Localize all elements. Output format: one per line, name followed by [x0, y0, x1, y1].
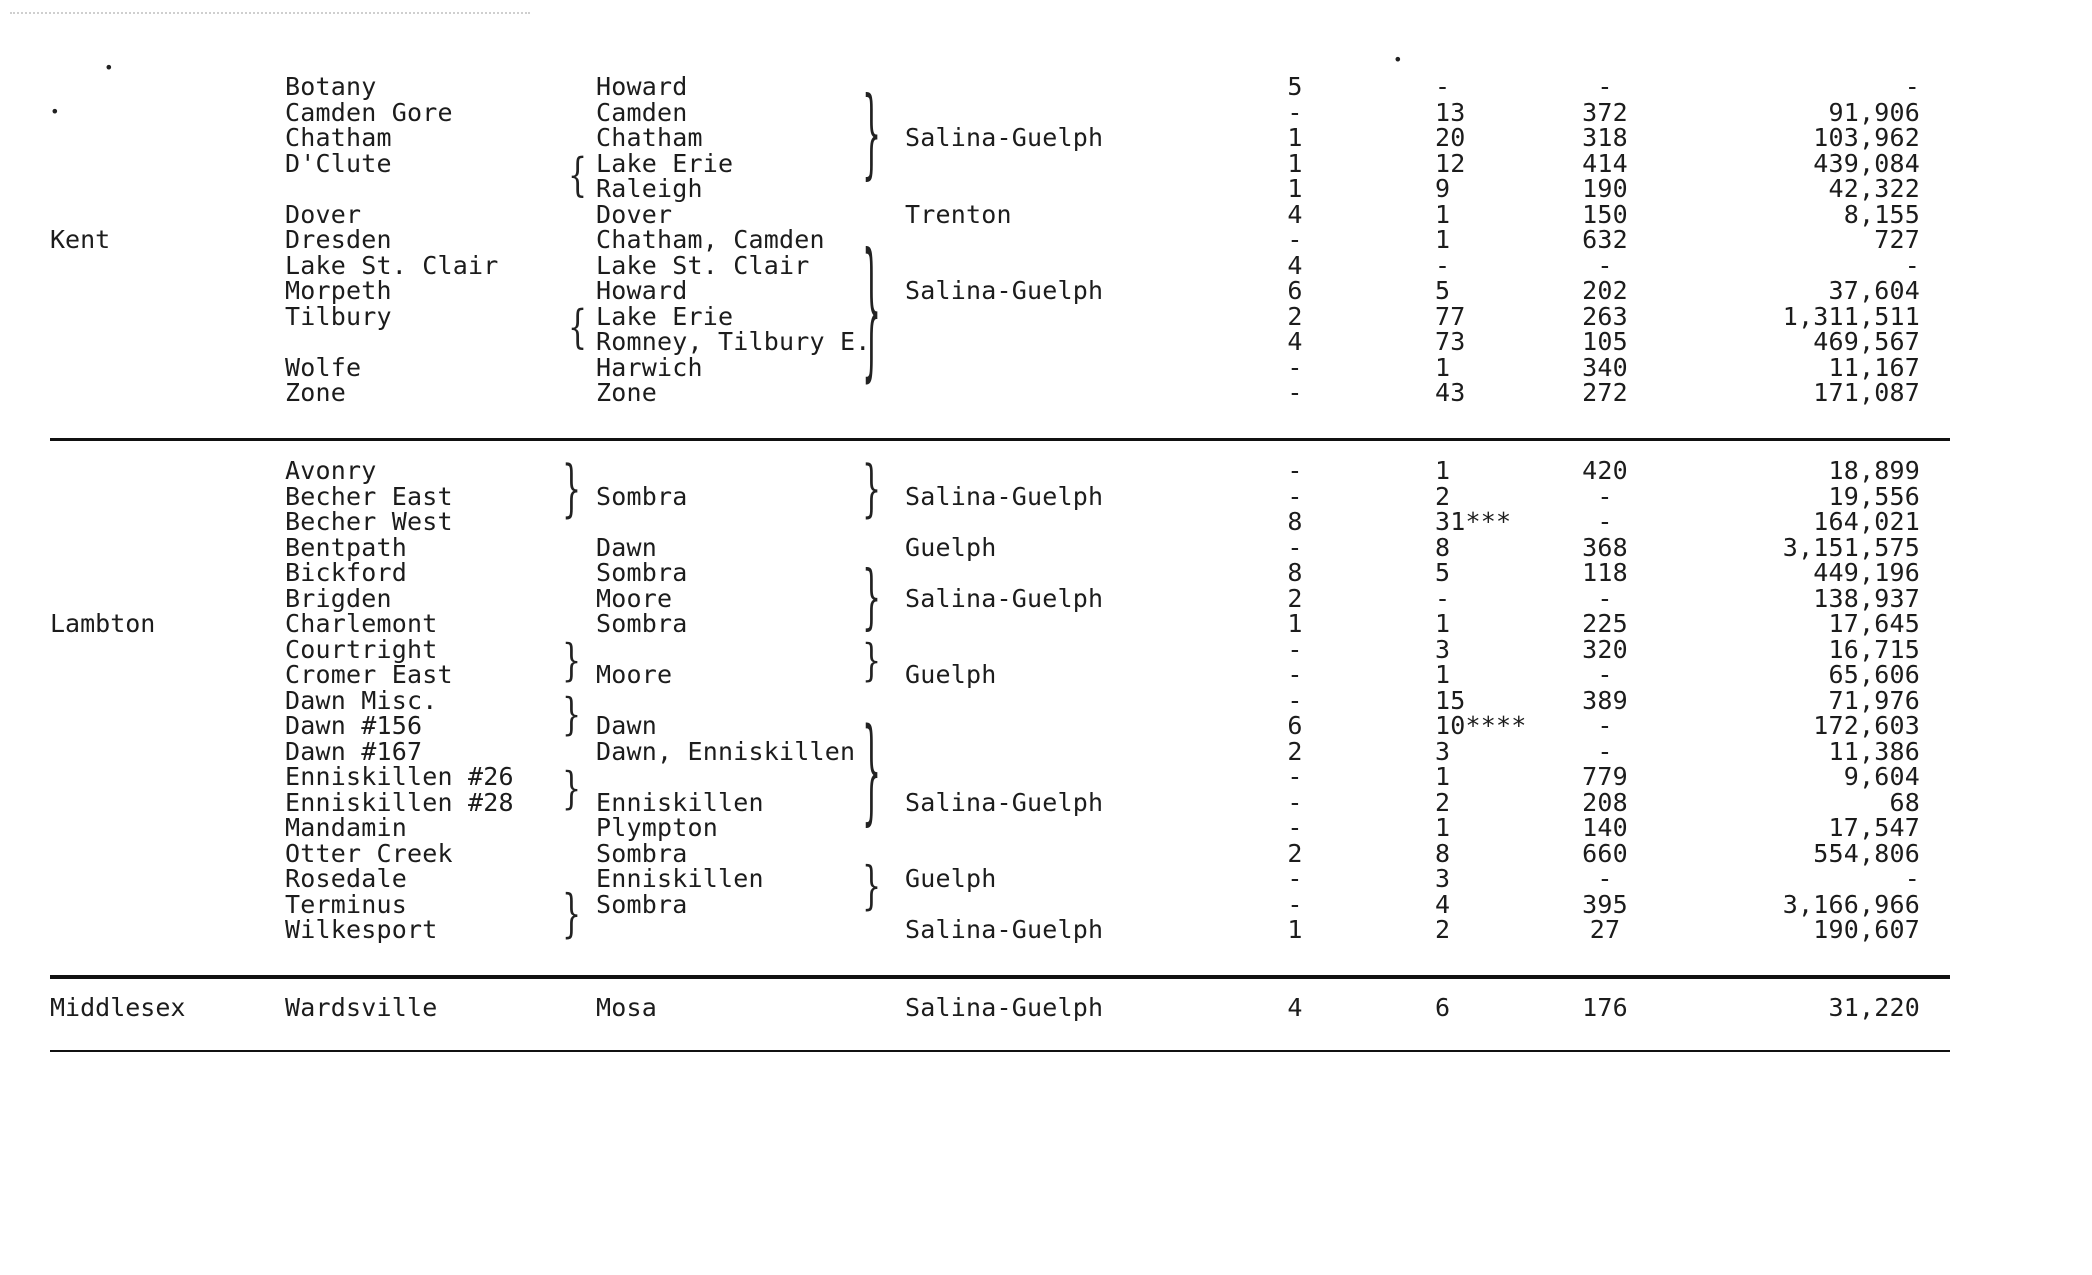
- value-c1: 4: [1287, 327, 1303, 356]
- value-c1: 4: [1287, 993, 1303, 1022]
- section-divider: [50, 975, 1950, 979]
- value-c2: 1: [1435, 225, 1451, 254]
- field-name: Brigden: [285, 583, 392, 613]
- right-brace: }: [862, 856, 882, 917]
- township-name: Moore: [596, 660, 673, 689]
- value-c3: 140: [1582, 813, 1628, 842]
- field-name: Camden Gore: [285, 97, 453, 127]
- value-c3: 340: [1582, 352, 1628, 382]
- value-c3: 272: [1582, 378, 1628, 407]
- field-name: Zone: [285, 378, 347, 407]
- field-name: Botany: [285, 72, 377, 101]
- township-name: Lake St. Clair: [596, 250, 810, 280]
- section-divider: [50, 1050, 1950, 1052]
- field-name: Dresden: [285, 225, 392, 254]
- value-c2: -: [1435, 250, 1451, 280]
- value-c2: 77: [1435, 301, 1466, 331]
- township-name: Lake Erie: [596, 301, 734, 331]
- field-name: Cromer East: [285, 660, 453, 689]
- value-c3: -: [1597, 72, 1613, 101]
- township-name: Raleigh: [596, 174, 703, 203]
- value-c4: 91,906: [1828, 97, 1920, 127]
- formation-name: Guelph: [905, 660, 997, 689]
- value-c3: -: [1597, 507, 1613, 536]
- township-name: Moore: [596, 583, 673, 613]
- value-c4: 190,607: [1813, 915, 1920, 944]
- value-c1: 1: [1287, 609, 1303, 638]
- value-c1: 2: [1287, 301, 1303, 331]
- value-c4: -: [1904, 250, 1920, 280]
- value-c2: 4: [1435, 889, 1451, 919]
- value-c2: 10****: [1435, 711, 1527, 740]
- field-name: Wilkesport: [285, 915, 438, 944]
- value-c1: 1: [1287, 915, 1303, 944]
- value-c3: 389: [1582, 685, 1628, 715]
- value-c2: 3: [1435, 736, 1451, 766]
- value-c2: 20: [1435, 123, 1466, 152]
- value-c4: 11,167: [1828, 352, 1920, 382]
- value-c1: -: [1287, 813, 1303, 842]
- township-name: Zone: [596, 378, 658, 407]
- field-name: Wolfe: [285, 352, 362, 382]
- value-c4: 18,899: [1828, 456, 1920, 485]
- township-name: Dawn: [596, 532, 658, 562]
- value-c1: 1: [1287, 148, 1303, 178]
- value-c1: -: [1287, 685, 1303, 715]
- formation-name: Salina-Guelph: [905, 583, 1104, 613]
- value-c2: -: [1435, 583, 1451, 613]
- value-c2: 2: [1435, 481, 1451, 511]
- right-brace: }: [862, 453, 882, 526]
- value-c1: -: [1287, 864, 1303, 893]
- value-c2: 9: [1435, 174, 1451, 203]
- value-c3: 414: [1582, 148, 1628, 178]
- left-brace: {: [568, 149, 588, 203]
- value-c2: -: [1435, 72, 1451, 101]
- value-c3: 190: [1582, 174, 1628, 203]
- value-c1: -: [1287, 889, 1303, 919]
- field-name: Becher West: [285, 507, 453, 536]
- value-c1: -: [1287, 97, 1303, 127]
- stray-mark: •: [104, 58, 114, 77]
- township-name: Dawn: [596, 711, 658, 740]
- value-c3: 105: [1582, 327, 1628, 356]
- left-brace: {: [568, 301, 588, 355]
- value-c2: 5: [1435, 558, 1451, 587]
- right-brace: }: [862, 556, 882, 640]
- value-c3: -: [1597, 864, 1613, 893]
- value-c3: 779: [1582, 762, 1628, 791]
- value-c1: -: [1287, 634, 1303, 664]
- value-c4: 17,645: [1828, 609, 1920, 638]
- value-c2: 3: [1435, 864, 1451, 893]
- value-c3: -: [1597, 711, 1613, 740]
- value-c2: 3: [1435, 634, 1451, 664]
- value-c3: 395: [1582, 889, 1628, 919]
- value-c4: 439,084: [1813, 148, 1920, 178]
- field-name: Dover: [285, 199, 362, 229]
- value-c3: 368: [1582, 532, 1628, 562]
- right-brace: }: [562, 763, 582, 816]
- formation-name: Salina-Guelph: [905, 276, 1104, 305]
- value-c4: 172,603: [1813, 711, 1920, 740]
- value-c4: 42,322: [1828, 174, 1920, 203]
- value-c2: 6: [1435, 993, 1451, 1022]
- township-name: Sombra: [596, 609, 688, 638]
- value-c4: 68: [1889, 787, 1920, 817]
- value-c1: 8: [1287, 507, 1303, 536]
- value-c3: 202: [1582, 276, 1628, 305]
- value-c3: 320: [1582, 634, 1628, 664]
- county-name: Lambton: [50, 609, 156, 638]
- field-name: Bickford: [285, 558, 408, 587]
- value-c2: 5: [1435, 276, 1451, 305]
- value-c1: -: [1287, 787, 1303, 817]
- field-name: Avonry: [285, 456, 377, 485]
- value-c1: -: [1287, 456, 1303, 485]
- value-c2: 8: [1435, 838, 1451, 868]
- township-name: Dawn, Enniskillen: [596, 736, 856, 766]
- township-name: Plympton: [596, 813, 719, 842]
- township-name: Sombra: [596, 838, 688, 868]
- field-name: Enniskillen #26: [285, 762, 514, 791]
- right-brace: }: [862, 225, 882, 400]
- value-c4: 16,715: [1828, 634, 1920, 664]
- value-c1: -: [1287, 660, 1303, 689]
- value-c2: 1: [1435, 813, 1451, 842]
- value-c3: 660: [1582, 838, 1628, 868]
- value-c3: 118: [1582, 558, 1628, 587]
- formation-name: Trenton: [905, 199, 1012, 229]
- field-name: Lake St. Clair: [285, 250, 499, 280]
- value-c2: 1: [1435, 660, 1451, 689]
- value-c4: 727: [1874, 225, 1920, 254]
- field-name: Wardsville: [285, 993, 438, 1022]
- value-c4: 71,976: [1828, 685, 1920, 715]
- value-c3: 208: [1582, 787, 1628, 817]
- value-c2: 1: [1435, 456, 1451, 485]
- township-name: Sombra: [596, 889, 688, 919]
- value-c4: 17,547: [1828, 813, 1920, 842]
- value-c1: -: [1287, 532, 1303, 562]
- field-name: Rosedale: [285, 864, 408, 893]
- value-c1: 2: [1287, 583, 1303, 613]
- value-c2: 2: [1435, 915, 1451, 944]
- township-name: Camden: [596, 97, 688, 127]
- township-name: Sombra: [596, 558, 688, 587]
- value-c4: -: [1904, 72, 1920, 101]
- field-name: Becher East: [285, 481, 453, 511]
- value-c4: 3,151,575: [1782, 532, 1920, 562]
- township-name: Romney, Tilbury E.: [596, 327, 871, 356]
- value-c4: -: [1904, 864, 1920, 893]
- right-brace: }: [862, 706, 882, 841]
- value-c4: 31,220: [1828, 993, 1920, 1022]
- value-c4: 19,556: [1828, 481, 1920, 511]
- field-name: Dawn #156: [285, 711, 423, 740]
- value-c3: 372: [1582, 97, 1628, 127]
- formation-name: Guelph: [905, 864, 997, 893]
- value-c2: 12: [1435, 148, 1466, 178]
- right-brace: }: [562, 689, 582, 742]
- value-c1: -: [1287, 225, 1303, 254]
- right-brace: }: [562, 635, 582, 688]
- right-brace: }: [862, 635, 882, 688]
- value-c3: 632: [1582, 225, 1628, 254]
- value-c3: 225: [1582, 609, 1628, 638]
- field-name: Terminus: [285, 889, 408, 919]
- section-divider: [50, 438, 1950, 441]
- value-c4: 138,937: [1813, 583, 1920, 613]
- value-c1: 4: [1287, 250, 1303, 280]
- value-c2: 31***: [1435, 507, 1512, 536]
- township-name: Dover: [596, 199, 673, 229]
- value-c2: 2: [1435, 787, 1451, 817]
- field-name: Enniskillen #28: [285, 787, 514, 817]
- value-c4: 1,311,511: [1782, 301, 1920, 331]
- value-c2: 1: [1435, 352, 1451, 382]
- field-name: Dawn #167: [285, 736, 423, 766]
- township-name: Howard: [596, 72, 688, 101]
- field-name: D'Clute: [285, 148, 392, 178]
- value-c3: -: [1597, 250, 1613, 280]
- value-c4: 65,606: [1828, 660, 1920, 689]
- value-c4: 469,567: [1813, 327, 1920, 356]
- formation-name: Salina-Guelph: [905, 787, 1104, 817]
- value-c1: 8: [1287, 558, 1303, 587]
- formation-name: Salina-Guelph: [905, 123, 1104, 152]
- field-name: Otter Creek: [285, 838, 453, 868]
- township-name: Chatham, Camden: [596, 225, 825, 254]
- township-name: Howard: [596, 276, 688, 305]
- value-c4: 171,087: [1813, 378, 1920, 407]
- right-brace: }: [562, 453, 582, 526]
- value-c1: 2: [1287, 736, 1303, 766]
- value-c3: 318: [1582, 123, 1628, 152]
- township-name: Mosa: [596, 993, 658, 1022]
- right-brace: }: [562, 884, 582, 945]
- value-c3: -: [1597, 481, 1613, 511]
- value-c3: -: [1597, 660, 1613, 689]
- value-c1: 2: [1287, 838, 1303, 868]
- value-c1: 1: [1287, 123, 1303, 152]
- field-name: Morpeth: [285, 276, 392, 305]
- value-c2: 73: [1435, 327, 1466, 356]
- township-name: Chatham: [596, 123, 703, 152]
- value-c2: 43: [1435, 378, 1466, 407]
- value-c2: 8: [1435, 532, 1451, 562]
- field-name: Dawn Misc.: [285, 685, 438, 715]
- township-name: Enniskillen: [596, 864, 764, 893]
- value-c1: -: [1287, 762, 1303, 791]
- township-name: Harwich: [596, 352, 703, 382]
- value-c4: 11,386: [1828, 736, 1920, 766]
- value-c4: 103,962: [1813, 123, 1920, 152]
- township-name: Enniskillen: [596, 787, 764, 817]
- value-c4: 449,196: [1813, 558, 1920, 587]
- value-c4: 37,604: [1828, 276, 1920, 305]
- value-c1: -: [1287, 481, 1303, 511]
- value-c4: 3,166,966: [1782, 889, 1920, 919]
- scan-edge-dots: [10, 12, 530, 14]
- value-c3: -: [1597, 583, 1613, 613]
- value-c1: 6: [1287, 276, 1303, 305]
- field-name: Tilbury: [285, 301, 392, 331]
- township-name: Sombra: [596, 481, 688, 511]
- county-name: Kent: [50, 225, 111, 254]
- value-c1: 6: [1287, 711, 1303, 740]
- value-c2: 1: [1435, 199, 1451, 229]
- formation-name: Salina-Guelph: [905, 915, 1104, 944]
- formation-name: Salina-Guelph: [905, 481, 1104, 511]
- value-c4: 554,806: [1813, 838, 1920, 868]
- value-c2: 13: [1435, 97, 1466, 127]
- value-c1: 4: [1287, 199, 1303, 229]
- township-name: Lake Erie: [596, 148, 734, 178]
- field-name: Bentpath: [285, 532, 408, 562]
- value-c3: 27: [1589, 915, 1621, 944]
- value-c2: 1: [1435, 762, 1451, 791]
- stray-mark: •: [1393, 50, 1403, 69]
- value-c1: -: [1287, 352, 1303, 382]
- value-c3: 420: [1582, 456, 1628, 485]
- value-c3: -: [1597, 736, 1613, 766]
- value-c3: 150: [1582, 199, 1628, 229]
- value-c4: 164,021: [1813, 507, 1920, 536]
- value-c2: 15: [1435, 685, 1466, 715]
- value-c1: 5: [1287, 72, 1303, 101]
- county-name: Middlesex: [50, 993, 186, 1022]
- formation-name: Salina-Guelph: [905, 993, 1104, 1022]
- value-c3: 263: [1582, 301, 1628, 331]
- field-name: Chatham: [285, 123, 392, 152]
- value-c1: -: [1287, 378, 1303, 407]
- value-c1: 1: [1287, 174, 1303, 203]
- right-brace: }: [862, 78, 882, 192]
- value-c4: 8,155: [1843, 199, 1920, 229]
- value-c3: 176: [1582, 993, 1628, 1022]
- stray-mark: •: [50, 102, 60, 121]
- formation-name: Guelph: [905, 532, 997, 562]
- field-name: Charlemont: [285, 609, 438, 638]
- value-c2: 1: [1435, 609, 1451, 638]
- field-name: Courtright: [285, 634, 438, 664]
- field-name: Mandamin: [285, 813, 408, 842]
- value-c4: 9,604: [1843, 762, 1920, 791]
